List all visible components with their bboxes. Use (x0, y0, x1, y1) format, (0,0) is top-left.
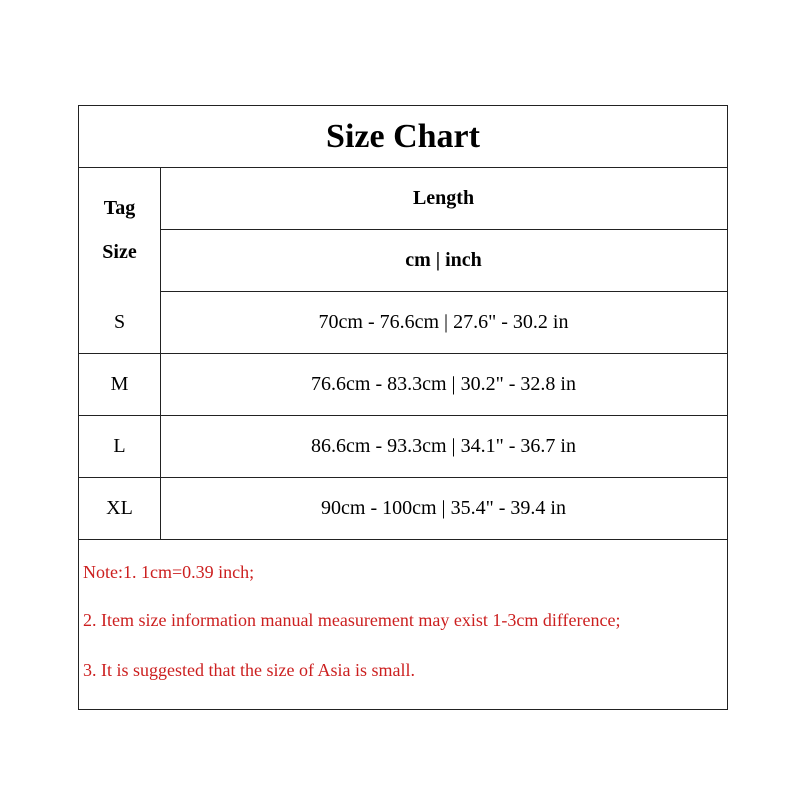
tag-size-header (79, 168, 160, 292)
units-label: cm | inch (405, 249, 482, 271)
size-cell: XL (106, 497, 133, 519)
table-row (79, 416, 727, 478)
note-line: 2. Item size information manual measurement may exist 1-3cm difference; (83, 610, 621, 630)
length-header (160, 168, 727, 230)
size-cell: L (113, 435, 126, 457)
tag-size-label-line1: Tag (103, 197, 136, 219)
note-line: Note:1. 1cm=0.39 inch; (83, 562, 255, 582)
table-row (79, 292, 727, 354)
size-cell: M (110, 373, 129, 395)
length-value-cell: 76.6cm - 83.3cm | 30.2" - 32.8 in (311, 373, 576, 395)
length-value-cell: 86.6cm - 93.3cm | 34.1" - 36.7 in (311, 435, 576, 457)
chart-title: Size Chart (326, 117, 480, 155)
size-chart-table (78, 105, 728, 710)
title-row (79, 106, 727, 168)
note-line: 3. It is suggested that the size of Asia is small. (83, 660, 415, 680)
length-value-cell: 90cm - 100cm | 35.4" - 39.4 in (321, 497, 566, 519)
size-cell: S (113, 311, 126, 333)
length-value-cell: 70cm - 76.6cm | 27.6" - 30.2 in (318, 311, 569, 333)
table-row (79, 354, 727, 416)
tag-size-label-line2: Size (102, 241, 137, 263)
length-label: Length (412, 187, 475, 209)
units-header (160, 230, 727, 292)
table-row (79, 478, 727, 540)
